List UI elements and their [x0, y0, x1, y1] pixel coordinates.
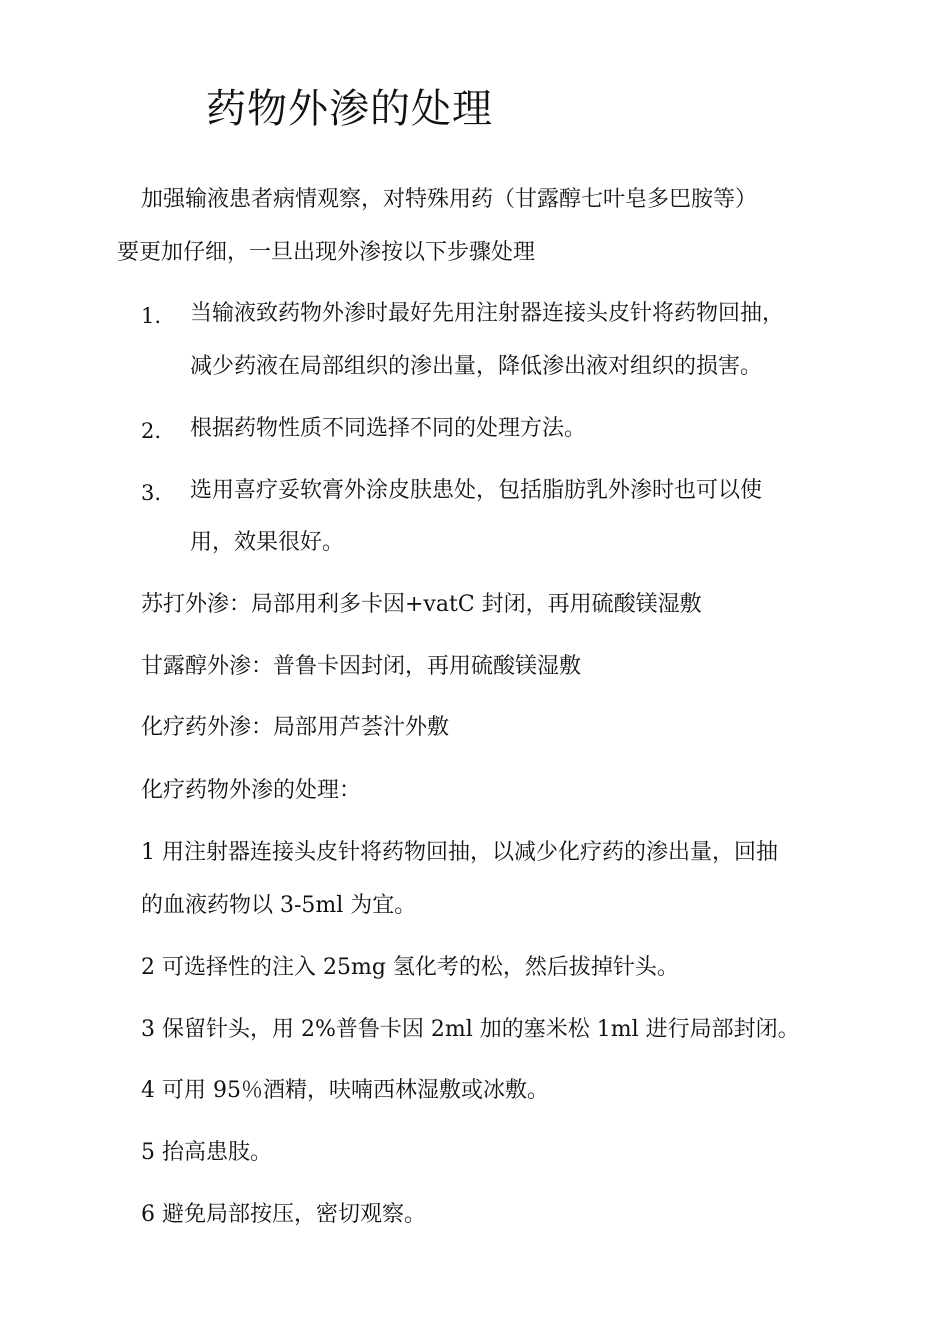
- chemo-item-6: 6 避免局部按压，密切观察。: [141, 1202, 426, 1227]
- chemo-item-2: 2 可选择性的注入 25mg 氢化考的松，然后拔掉针头。: [141, 955, 679, 980]
- step-2-line-1: 根据药物性质不同选择不同的处理方法。: [190, 416, 587, 441]
- step-1-line-1: 当输液致药物外渗时最好先用注射器连接头皮针将药物回抽，: [190, 301, 785, 326]
- chemo-item-5: 5 抬高患肢。: [141, 1140, 272, 1165]
- step-3-line-2: 用，效果很好。: [190, 530, 345, 555]
- step-3-line-1: 选用喜疗妥软膏外涂皮肤患处，包括脂肪乳外渗时也可以使: [190, 478, 763, 503]
- intro-line-2: 要更加仔细，一旦出现外渗按以下步骤处理: [117, 240, 536, 265]
- special-mannitol: 甘露醇外渗：普鲁卡因封闭，再用硫酸镁湿敷: [141, 654, 582, 679]
- step-1-line-2: 减少药液在局部组织的渗出量，降低渗出液对组织的损害。: [190, 354, 763, 379]
- step-number-2: 2.: [141, 419, 162, 443]
- chemo-item-1-line-1: 1 用注射器连接头皮针将药物回抽，以减少化疗药的渗出量，回抽: [141, 840, 778, 865]
- special-soda: 苏打外渗：局部用利多卡因+vatC 封闭，再用硫酸镁湿敷: [141, 592, 702, 617]
- intro-line-1: 加强输液患者病情观察，对特殊用药（甘露醇七叶皂多巴胺等）: [141, 187, 758, 212]
- special-chemo: 化疗药外渗：局部用芦荟汁外敷: [141, 715, 450, 740]
- step-number-1: 1.: [141, 304, 162, 328]
- step-number-3: 3.: [141, 481, 162, 505]
- chemo-item-1-line-2: 的血液药物以 3-5ml 为宜。: [141, 893, 417, 918]
- chemo-heading: 化疗药物外渗的处理：: [141, 778, 362, 803]
- chemo-item-4: 4 可用 95％酒精，呋喃西林湿敷或冰敷。: [141, 1078, 549, 1103]
- chemo-item-3: 3 保留针头，用 2%普鲁卡因 2ml 加的塞米松 1ml 进行局部封闭。: [141, 1017, 800, 1042]
- document-title: 药物外渗的处理: [206, 86, 493, 132]
